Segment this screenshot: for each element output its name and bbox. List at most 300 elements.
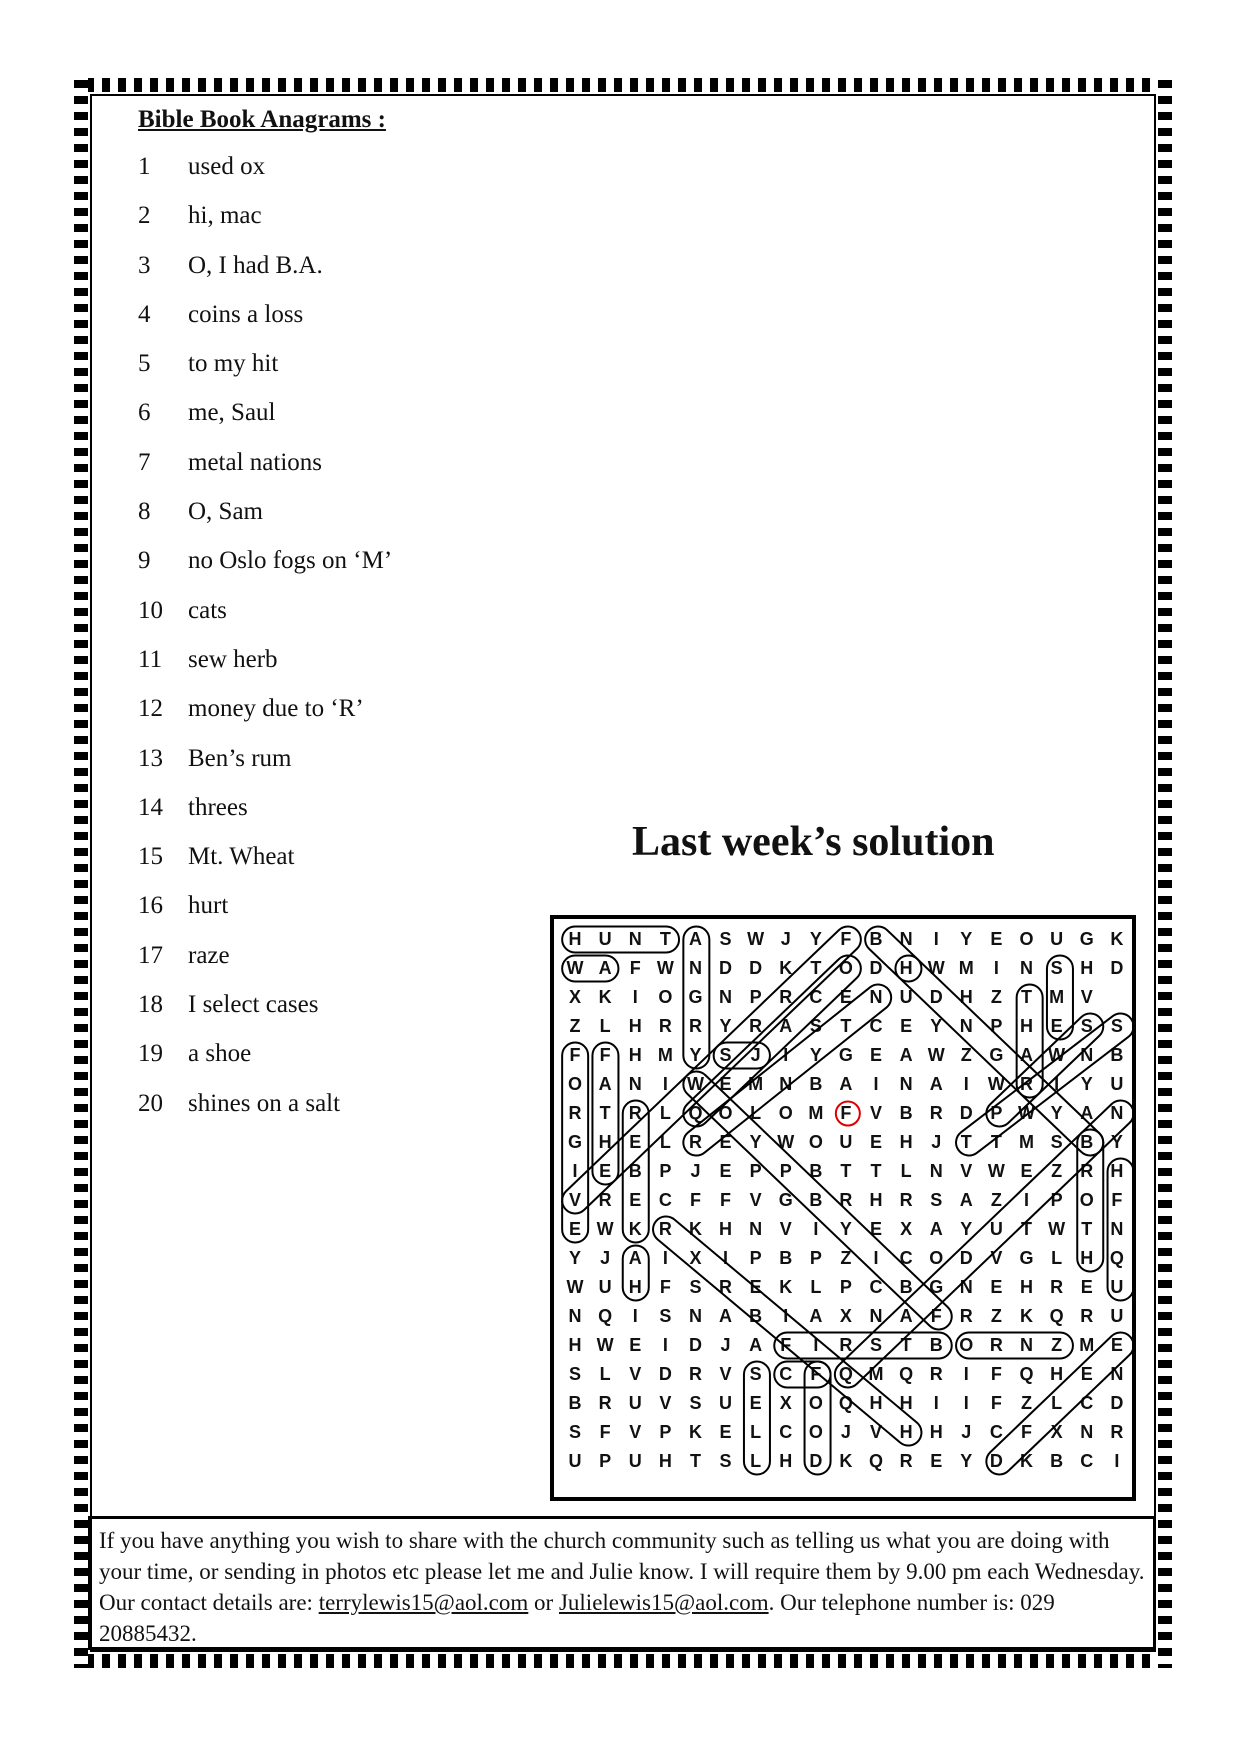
grid-letter: D [749,958,763,978]
email-link-terry[interactable]: terrylewis15@aol.com [318,1590,529,1615]
grid-letter: B [809,1161,823,1181]
grid-letter: I [662,1335,668,1355]
grid-letter: N [719,987,733,1007]
anagram-item [138,646,392,695]
grid-letter: F [1021,1422,1032,1442]
notice-text-2: or [528,1590,559,1615]
grid-row [560,1273,1132,1302]
grid-letter: K [1110,929,1124,949]
grid-letter: V [569,1190,582,1210]
grid-letter: V [629,1422,642,1442]
grid-letter: C [809,987,823,1007]
grid-letter: W [777,1132,795,1152]
grid-letter: W [596,1219,614,1239]
grid-letter: B [809,1074,823,1094]
grid-letter: P [659,1161,672,1181]
grid-letter: Z [990,1306,1002,1326]
grid-letter: W [686,1074,704,1094]
grid-letter: H [598,1132,612,1152]
grid-letter: M [1019,1132,1034,1152]
anagram-number: 10 [138,596,163,624]
grid-letter: G [989,1045,1004,1065]
grid-letter: L [659,1132,671,1152]
anagram-item [138,1040,392,1089]
grid-letter: B [809,1190,823,1210]
border-bottom [74,1654,1172,1668]
anagram-clue: to my hit [188,350,279,378]
grid-letter: N [688,1306,702,1326]
grid-letter: Z [960,1045,972,1065]
grid-letter: E [839,987,852,1007]
anagram-number: 3 [138,251,151,279]
grid-letter: H [899,958,913,978]
grid-letter: T [960,1132,972,1152]
grid-letter: Y [960,1219,973,1239]
grid-letter: X [779,1393,792,1413]
grid-letter: G [929,1277,944,1297]
grid-letter: E [629,1190,642,1210]
grid-letter: D [929,987,943,1007]
grid-letter: F [689,1190,701,1210]
grid-letter: D [959,1248,973,1268]
grid-letter: A [899,1306,913,1326]
grid-letter: E [900,1016,913,1036]
grid-letter: M [657,1045,673,1065]
grid-letter: M [1079,1335,1095,1355]
grid-letter: X [839,1306,852,1326]
grid-letter: Y [930,1016,943,1036]
grid-letter: H [959,987,973,1007]
grid-letter: I [662,1248,668,1268]
email-link-julie[interactable]: Julielewis15@aol.com [558,1590,769,1615]
anagram-number: 7 [138,448,151,476]
grid-letter: G [568,1132,583,1152]
grid-letter: X [1050,1422,1063,1442]
grid-letter: O [718,1103,733,1123]
grid-letter: E [870,1132,883,1152]
grid-letter: Q [598,1306,613,1326]
grid-row [560,925,1132,954]
anagram-clue: I select cases [188,991,319,1019]
grid-letter: C [899,1248,913,1268]
grid-letter: F [840,1103,852,1123]
grid-letter: K [779,958,793,978]
grid-letter: I [1114,1451,1120,1471]
grid-letter: E [1080,1277,1093,1297]
grid-letter: B [869,929,883,949]
grid-letter: Y [689,1045,702,1065]
grid-letter: A [809,1306,823,1326]
grid-letter: O [808,1422,823,1442]
grid-letter: E [1020,1161,1033,1181]
grid-letter: E [719,1422,732,1442]
anagram-number: 18 [138,991,163,1019]
grid-letter: W [927,958,945,978]
grid-letter: Q [838,1364,853,1384]
grid-letter: M [748,1074,764,1094]
grid-letter: R [989,1335,1003,1355]
grid-letter: Q [1109,1248,1124,1268]
grid-letter: T [659,929,671,949]
grid-letter: S [1050,958,1063,978]
grid-letter: W [596,1335,614,1355]
grid-letter: B [568,1393,582,1413]
grid-letter: A [929,1074,943,1094]
grid-letter: S [689,1277,702,1297]
grid-letter: R [568,1103,582,1123]
grid-letter: Z [569,1016,581,1036]
grid-letter: C [779,1364,793,1384]
grid-letter: N [959,1016,973,1036]
grid-letter: H [1110,1161,1124,1181]
grid-letter: U [1110,1074,1124,1094]
anagram-number: 16 [138,892,163,920]
grid-letter: N [1020,958,1033,978]
grid-letter: P [779,1161,792,1181]
notice-text-1: If you have anything you wish to share with the church community such as telling us what you are doing with your time, or sending in photos etc please let me and Julie know. I will require them by 9.00 pm each Wednesday. Our contact details are: [99,1528,1145,1615]
grid-letter: I [993,958,999,978]
grid-letter: Z [1021,1393,1032,1413]
grid-letter: T [599,1103,611,1123]
grid-letter: V [629,1364,642,1384]
grid-letter: Y [1080,1074,1093,1094]
anagram-clue: Mt. Wheat [188,843,295,871]
grid-letter: O [658,987,673,1007]
grid-letter: W [987,1074,1005,1094]
grid-letter: D [959,1103,973,1123]
grid-letter: L [1051,1248,1063,1268]
anagram-number: 4 [138,300,151,328]
anagram-clue: metal nations [188,448,322,476]
anagram-item [138,942,392,991]
grid-letter: V [960,1161,973,1181]
grid-letter: B [1050,1451,1064,1471]
grid-letter: E [1110,1335,1123,1355]
grid-letter: N [779,1074,793,1094]
grid-letter: L [750,1422,762,1442]
grid-row [560,983,1132,1012]
grid-letter: Q [1049,1306,1064,1326]
grid-letter: G [1019,1248,1034,1268]
grid-letter: R [688,1016,702,1036]
anagram-list [138,153,392,1139]
grid-letter: Z [990,987,1002,1007]
grid-row [560,1244,1132,1273]
grid-letter: V [870,1103,883,1123]
grid-letter: C [1080,1451,1094,1471]
grid-letter: U [1110,1306,1124,1326]
grid-letter: L [900,1161,912,1181]
grid-letter: O [778,1103,793,1123]
grid-letter: F [780,1335,792,1355]
grid-letter: G [838,1045,853,1065]
grid-letter: H [1050,1364,1064,1384]
anagram-item [138,597,392,646]
grid-letter: V [870,1422,883,1442]
grid-letter: J [720,1335,731,1355]
grid-letter: O [1079,1190,1094,1210]
anagram-item [138,547,392,596]
grid-row [560,1012,1132,1041]
grid-row [560,954,1132,983]
grid-letter: Y [749,1132,762,1152]
grid-letter: A [598,1074,612,1094]
notice-text-3: . Our telephone number is: 029 20885432. [99,1590,1055,1646]
grid-letter: F [599,1422,611,1442]
grid-letter: P [990,1103,1003,1123]
grid-letter: F [840,929,852,949]
grid-letter: Q [869,1451,884,1471]
grid-letter: O [959,1335,974,1355]
grid-letter: I [933,1393,939,1413]
grid-row [560,1302,1132,1331]
grid-letter: U [1050,929,1064,949]
grid-letter: H [628,1045,642,1065]
grid-row [560,1215,1132,1244]
anagram-clue: cats [188,596,227,624]
grid-letter: I [572,1161,578,1181]
grid-letter: S [719,929,732,949]
grid-letter: S [870,1335,883,1355]
grid-letter: B [1080,1132,1094,1152]
grid-letter: D [1110,1393,1124,1413]
anagram-clue: me, Saul [188,399,276,427]
grid-letter: L [750,1103,762,1123]
grid-letter: P [749,1161,762,1181]
letter-grid [560,925,1132,1476]
grid-letter: I [632,987,638,1007]
grid-letter: N [929,1161,943,1181]
grid-letter: P [599,1451,612,1471]
grid-letter: U [628,1451,642,1471]
grid-letter: F [659,1277,671,1297]
grid-letter: C [779,1422,793,1442]
grid-letter: D [1110,958,1124,978]
grid-letter: H [568,1335,582,1355]
grid-letter: E [749,1393,762,1413]
grid-letter: H [628,1277,642,1297]
anagram-item [138,399,392,448]
anagram-number: 1 [138,153,151,180]
grid-letter: O [808,1393,823,1413]
grid-letter: T [990,1132,1002,1152]
grid-letter: U [719,1393,733,1413]
grid-letter: S [1110,1016,1123,1036]
grid-letter: R [1080,1306,1094,1326]
grid-letter: A [719,1306,733,1326]
grid-letter: G [688,987,703,1007]
grid-letter: H [869,1190,883,1210]
grid-letter: N [959,1277,973,1297]
grid-letter: F [990,1364,1002,1384]
grid-letter: H [658,1451,672,1471]
grid-letter: D [688,1335,702,1355]
grid-letter: Y [569,1248,582,1268]
grid-letter: N [1080,1045,1094,1065]
anagram-item [138,745,392,794]
grid-letter: L [599,1364,611,1384]
grid-letter: Y [1050,1103,1063,1123]
anagram-clue: raze [188,941,230,969]
grid-letter: V [990,1248,1003,1268]
grid-letter: W [656,958,674,978]
grid-letter: N [1080,1422,1094,1442]
grid-letter: W [566,1277,584,1297]
grid-letter: K [839,1451,853,1471]
grid-letter: G [1079,929,1094,949]
anagram-number: 2 [138,202,151,230]
grid-row [560,1070,1132,1099]
grid-letter: S [719,1045,732,1065]
anagram-item [138,301,392,350]
grid-letter: G [778,1190,793,1210]
grid-letter: T [840,1016,852,1036]
grid-letter: U [598,929,612,949]
anagram-clue: a shoe [188,1040,252,1068]
grid-letter: T [870,1161,882,1181]
grid-letter: A [749,1335,763,1355]
grid-letter: E [1050,1016,1063,1036]
grid-letter: K [688,1219,702,1239]
grid-letter: E [629,1335,642,1355]
grid-letter: I [933,929,939,949]
anagram-number: 5 [138,350,151,378]
grid-letter: M [808,1103,824,1123]
grid-letter: J [961,1422,972,1442]
grid-letter: I [1024,1190,1030,1210]
grid-letter: C [989,1422,1003,1442]
grid-letter: U [628,1393,642,1413]
grid-letter: V [1080,987,1093,1007]
grid-letter: V [749,1190,762,1210]
grid-letter: H [1020,1016,1033,1036]
grid-letter: K [688,1422,702,1442]
grid-letter: P [809,1248,822,1268]
grid-letter: J [840,1422,851,1442]
grid-letter: T [840,1161,852,1181]
grid-letter: K [779,1277,793,1297]
grid-letter: R [779,987,793,1007]
grid-letter: R [598,1190,612,1210]
grid-letter: Y [960,1451,973,1471]
grid-letter: N [749,1219,763,1239]
grid-letter: A [598,958,612,978]
grid-letter: R [658,1016,672,1036]
anagram-clue: hurt [188,892,229,920]
grid-letter: Z [1051,1335,1063,1355]
anagram-clue: sew herb [188,645,278,673]
anagram-number: 20 [138,1089,163,1117]
grid-letter: R [899,1190,913,1210]
grid-letter: I [873,1074,879,1094]
grid-letter: W [987,1161,1005,1181]
grid-letter: R [929,1364,943,1384]
grid-letter: F [930,1306,942,1326]
grid-letter: N [628,1074,642,1094]
grid-letter: A [929,1219,943,1239]
grid-letter: E [719,1161,732,1181]
grid-letter: O [568,1074,583,1094]
grid-letter: Y [719,1016,732,1036]
grid-letter: H [929,1422,943,1442]
grid-letter: R [688,1132,702,1152]
anagram-item [138,498,392,547]
anagram-number: 13 [138,744,163,772]
anagram-item [138,252,392,301]
anagram-number: 6 [138,399,151,427]
anagram-item [138,449,392,498]
anagram-clue: O, I had B.A. [188,251,323,279]
grid-letter: I [813,1219,819,1239]
grid-letter: X [689,1248,702,1268]
grid-letter: I [723,1248,729,1268]
anagrams-title: Bible Book Anagrams : [138,106,386,133]
word-search-grid [550,915,1136,1501]
grid-letter: E [990,929,1003,949]
grid-letter: E [719,1132,732,1152]
grid-letter: I [1054,1074,1060,1094]
grid-letter: Y [809,1045,822,1065]
anagram-clue: money due to ‘R’ [188,695,364,723]
grid-letter: A [1020,1045,1033,1065]
grid-letter: H [1080,1248,1094,1268]
grid-letter: U [1110,1277,1124,1297]
grid-letter: A [1080,1103,1094,1123]
grid-letter: N [1020,1335,1033,1355]
anagram-item [138,1090,392,1139]
grid-letter: T [1081,1219,1093,1239]
grid-letter: O [1019,929,1034,949]
grid-letter: Y [960,929,973,949]
grid-letter: T [1021,987,1032,1007]
grid-letter: K [1020,1451,1033,1471]
grid-letter: S [719,1451,732,1471]
grid-letter: E [569,1219,582,1239]
anagram-item [138,695,392,744]
grid-letter: Y [809,929,822,949]
grid-letter: O [838,958,853,978]
grid-letter: Z [1051,1161,1063,1181]
anagram-number: 11 [138,645,163,673]
grid-letter: W [747,929,765,949]
grid-letter: X [900,1219,913,1239]
grid-letter: V [719,1364,732,1384]
anagram-item [138,202,392,251]
grid-letter: E [749,1277,762,1297]
grid-letter: V [779,1219,792,1239]
anagram-item [138,843,392,892]
grid-letter: N [1110,1219,1124,1239]
grid-letter: E [629,1132,642,1152]
grid-letter: H [628,1016,642,1036]
grid-letter: H [1020,1277,1033,1297]
grid-letter: P [990,1016,1003,1036]
grid-letter: I [873,1248,879,1268]
grid-letter: C [869,1016,883,1036]
grid-letter: Q [838,1393,853,1413]
border-left [74,78,88,1668]
anagram-number: 19 [138,1040,163,1068]
grid-letter: N [899,929,913,949]
grid-letter: R [1080,1161,1094,1181]
grid-letter: N [899,1074,913,1094]
grid-letter: R [839,1335,853,1355]
grid-letter: I [963,1364,969,1384]
grid-letter: Q [688,1103,703,1123]
grid-letter: L [599,1016,611,1036]
grid-letter: H [899,1422,913,1442]
grid-letter: C [1080,1393,1094,1413]
